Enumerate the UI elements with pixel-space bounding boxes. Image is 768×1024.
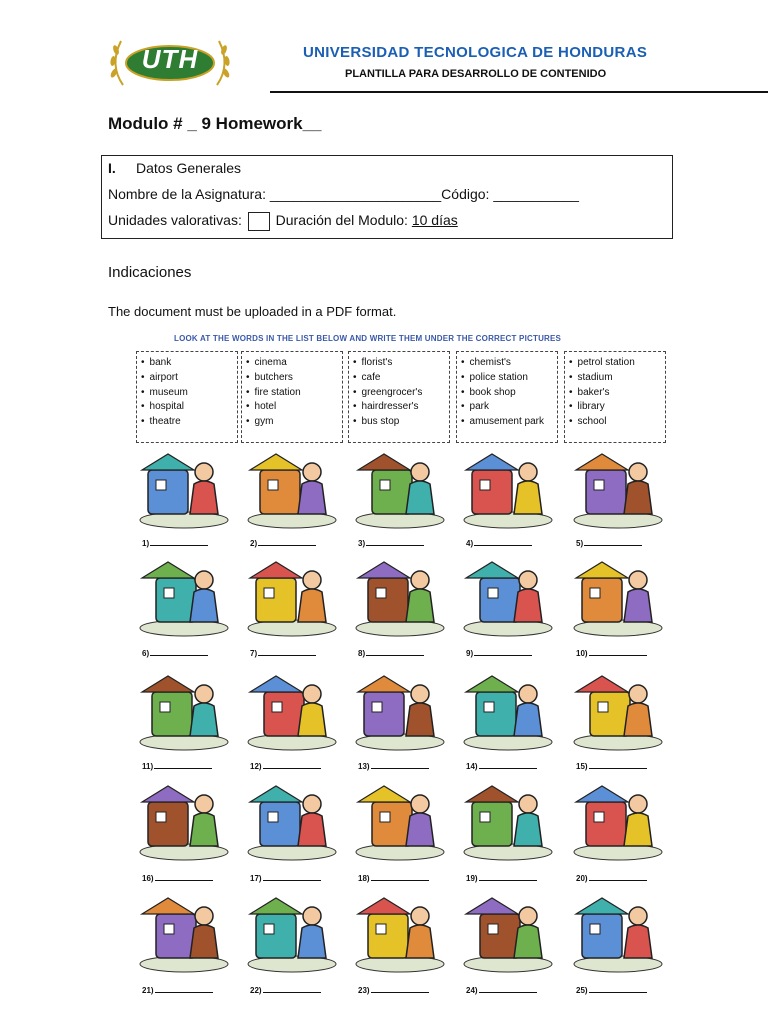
gym-machine-icon [134, 892, 234, 974]
picture-number: 3) [358, 539, 366, 548]
word-item: • park [461, 400, 557, 415]
word-item: • cafe [353, 371, 449, 386]
answer-blank[interactable] [358, 874, 429, 883]
university-name: UNIVERSIDAD TECNOLOGICA DE HONDURAS [303, 44, 648, 61]
answer-line[interactable] [155, 880, 213, 881]
codigo-field[interactable]: Código: ___________ [441, 186, 579, 202]
answer-line[interactable] [584, 545, 642, 546]
picture-number: 25) [576, 986, 588, 995]
exercise-instruction: LOOK AT THE WORDS IN THE LIST BELOW AND WRITE THEM UNDER THE CORRECT PICTURES [174, 334, 562, 343]
word-item: • cinema [246, 356, 342, 371]
word-column [348, 351, 450, 443]
picture-number: 1) [142, 539, 150, 548]
waiting-room-icon [568, 448, 668, 530]
hotel-pool-icon [134, 448, 234, 530]
bus-stop-person-icon [458, 556, 558, 638]
answer-line[interactable] [589, 655, 647, 656]
answer-blank[interactable] [250, 986, 321, 995]
answer-line[interactable] [371, 992, 429, 993]
word-item: • petrol station [569, 356, 665, 371]
word-item: • florist's [353, 356, 449, 371]
answer-line[interactable] [366, 655, 424, 656]
page-header [105, 28, 665, 98]
picture-number: 16) [142, 874, 154, 883]
answer-line[interactable] [479, 768, 537, 769]
picture-number: 22) [250, 986, 262, 995]
answer-blank[interactable] [576, 874, 647, 883]
word-item: • hairdresser's [353, 400, 449, 415]
word-item: • theatre [141, 415, 237, 430]
word-item: • gym [246, 415, 342, 430]
answer-blank[interactable] [466, 649, 532, 658]
pharmacist-icon [134, 556, 234, 638]
answer-line[interactable] [589, 880, 647, 881]
answer-blank[interactable] [358, 762, 429, 771]
picture-number: 7) [250, 649, 258, 658]
answer-blank[interactable] [142, 539, 208, 548]
answer-line[interactable] [150, 655, 208, 656]
unidades-checkbox[interactable] [248, 212, 270, 231]
word-item: • bus stop [353, 415, 449, 430]
picture-number: 9) [466, 649, 474, 658]
answer-line[interactable] [263, 768, 321, 769]
picture-number: 5) [576, 539, 584, 548]
header-rule [270, 91, 768, 93]
bookshop-clerk-icon [242, 892, 342, 974]
amusement-ride-icon [350, 556, 450, 638]
picture-number: 4) [466, 539, 474, 548]
answer-line[interactable] [474, 545, 532, 546]
answer-blank[interactable] [358, 539, 424, 548]
word-item: • bank [141, 356, 237, 371]
duracion-value: 10 días [411, 212, 458, 229]
picture-number: 12) [250, 762, 262, 771]
word-column [241, 351, 343, 443]
answer-blank[interactable] [466, 874, 537, 883]
answer-line[interactable] [371, 880, 429, 881]
word-item: • fire station [246, 386, 342, 401]
template-subtitle: PLANTILLA PARA DESARROLLO DE CONTENIDO [345, 68, 607, 80]
stadium-icon [350, 780, 450, 862]
picture-number: 2) [250, 539, 258, 548]
answer-line[interactable] [154, 768, 212, 769]
asignatura-field[interactable]: Nombre de la Asignatura: ______________________ [108, 186, 442, 202]
word-column [456, 351, 558, 443]
datos-generales-box [101, 155, 673, 239]
hairdresser-icon [242, 448, 342, 530]
answer-blank[interactable] [576, 762, 647, 771]
answer-blank[interactable] [576, 986, 647, 995]
word-item: • police station [461, 371, 557, 386]
word-item: • stadium [569, 371, 665, 386]
answer-line[interactable] [263, 880, 321, 881]
word-item: • museum [141, 386, 237, 401]
two-people-talking-icon [134, 670, 234, 752]
answer-line[interactable] [258, 545, 316, 546]
answer-blank[interactable] [142, 762, 212, 771]
word-item: • hotel [246, 400, 342, 415]
modulo-title: Modulo # _ 9 Homework__ [108, 114, 322, 133]
answer-blank[interactable] [466, 539, 532, 548]
unidades-label: Unidades valorativas: [108, 212, 242, 229]
answer-blank[interactable] [466, 986, 537, 995]
answer-line[interactable] [589, 992, 647, 993]
answer-blank[interactable] [466, 762, 537, 771]
airport-plane-icon [242, 670, 342, 752]
word-item: • butchers [246, 371, 342, 386]
picture-number: 14) [466, 762, 478, 771]
answer-blank[interactable] [250, 539, 316, 548]
answer-blank[interactable] [576, 539, 642, 548]
word-column [136, 351, 238, 443]
section-number: I. [108, 160, 116, 176]
section-title: Datos Generales [136, 160, 242, 176]
word-item: • hospital [141, 400, 237, 415]
museum-statue-icon [350, 892, 450, 974]
answer-blank[interactable] [576, 649, 647, 658]
picture-number: 24) [466, 986, 478, 995]
answer-line[interactable] [479, 880, 537, 881]
word-item: • chemist's [461, 356, 557, 371]
answer-line[interactable] [479, 992, 537, 993]
answer-blank[interactable] [142, 649, 208, 658]
picture-number: 10) [576, 649, 588, 658]
answer-line[interactable] [258, 655, 316, 656]
word-item: • school [569, 415, 665, 430]
word-item: • amusement park [461, 415, 557, 430]
pdf-note: The document must be uploaded in a PDF format. [108, 304, 397, 319]
answer-blank[interactable] [142, 874, 213, 883]
theatre-stage-icon [568, 780, 668, 862]
answer-blank[interactable] [250, 649, 316, 658]
bank-building-icon [242, 780, 342, 862]
answer-line[interactable] [263, 992, 321, 993]
duracion-label: Duración del Modulo: [275, 212, 408, 229]
answer-blank[interactable] [358, 986, 429, 995]
answer-blank[interactable] [250, 874, 321, 883]
word-item: • greengrocer's [353, 386, 449, 401]
word-item: • book shop [461, 386, 557, 401]
picture-number: 8) [358, 649, 366, 658]
picture-number: 18) [358, 874, 370, 883]
word-item: • airport [141, 371, 237, 386]
asignatura-row [108, 186, 579, 202]
word-item: • library [569, 400, 665, 415]
unidades-row [108, 212, 458, 231]
picture-number: 19) [466, 874, 478, 883]
answer-line[interactable] [474, 655, 532, 656]
florist-icon [568, 892, 668, 974]
petrol-pump-icon [458, 448, 558, 530]
library-reader-icon [350, 670, 450, 752]
school-buildings-icon [458, 780, 558, 862]
picture-number: 15) [576, 762, 588, 771]
logo-text: UTH [141, 44, 199, 74]
answer-blank[interactable] [142, 986, 213, 995]
picture-number: 23) [358, 986, 370, 995]
word-column [564, 351, 666, 443]
greengrocer-stall-icon [458, 892, 558, 974]
picture-number: 17) [250, 874, 262, 883]
notice-board-icon [458, 670, 558, 752]
answer-line[interactable] [366, 545, 424, 546]
picture-number: 20) [576, 874, 588, 883]
picture-number: 13) [358, 762, 370, 771]
answer-blank[interactable] [250, 762, 321, 771]
butcher-icon [568, 556, 668, 638]
picture-number: 11) [142, 762, 154, 771]
cinema-screen-icon [134, 780, 234, 862]
answer-line[interactable] [150, 545, 208, 546]
park-bench-icon [242, 556, 342, 638]
answer-line[interactable] [155, 992, 213, 993]
cafe-umbrella-icon [568, 670, 668, 752]
picture-number: 21) [142, 986, 154, 995]
datos-generales-heading [108, 160, 241, 176]
word-item: • baker's [569, 386, 665, 401]
answer-blank[interactable] [358, 649, 424, 658]
answer-line[interactable] [371, 768, 429, 769]
baker-cake-icon [350, 448, 450, 530]
indicaciones-heading: Indicaciones [108, 264, 192, 281]
answer-line[interactable] [589, 768, 647, 769]
picture-number: 6) [142, 649, 150, 658]
